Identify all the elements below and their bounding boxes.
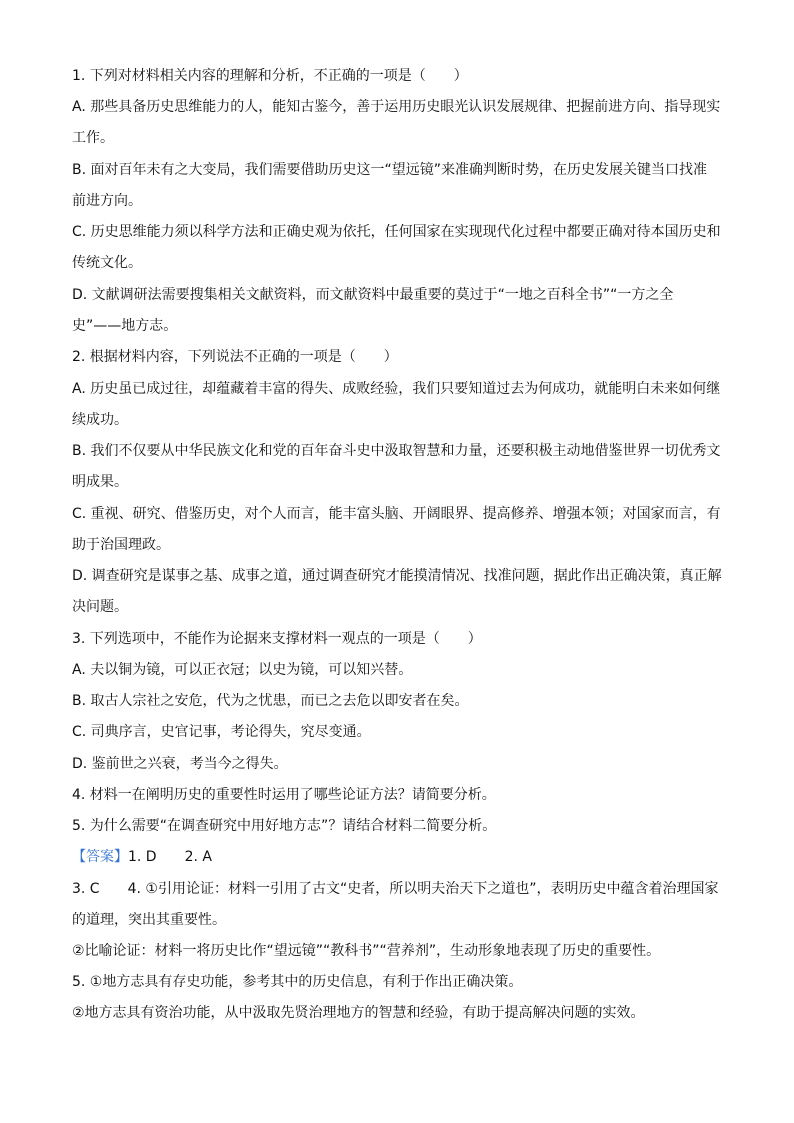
question-3-option-b: B. 取古人宗社之安危，代为之忧患，而已之去危以即安者在矣。 xyxy=(72,693,469,709)
answer-1-2: 1. D 2. A xyxy=(128,849,212,865)
answer-line: 3. C 4. ①引用论证：材料一引用了古文“史者，所以明夫治天下之道也”，表明历史中蕴含着治理国家 xyxy=(72,881,719,897)
question-1-option-c: C. 历史思维能力须以科学方法和正确史观为依托，任何国家在实现现代化过程中都要正确对待本国历史和 xyxy=(72,224,721,240)
answer-line: ②比喻论证：材料一将历史比作“望远镜”“教科书”“营养剂”，生动形象地表现了历史的重要性。 xyxy=(72,943,661,959)
question-1-option-a: A. 那些具备历史思维能力的人，能知古鉴今，善于运用历史眼光认识发展规律、把握前进方向、指导现实 xyxy=(72,99,721,115)
answer-header xyxy=(72,847,722,867)
question-1-option-d: D. 文献调研法需要搜集相关文献资料，而文献资料中最重要的莫过于“一地之百科全书”“一方之全 xyxy=(72,287,674,303)
question-3-option-d: D. 鉴前世之兴衰，考当今之得失。 xyxy=(72,756,288,772)
question-4: 4. 材料一在阐明历史的重要性时运用了哪些论证方法？请简要分析。 xyxy=(72,787,496,803)
answer-line: 5. ①地方志具有存史功能，参考其中的历史信息，有利于作出正确决策。 xyxy=(72,974,523,990)
question-1-option-c-cont: 传统文化。 xyxy=(72,255,142,271)
answer-line: 的道理，突出其重要性。 xyxy=(72,912,226,928)
question-3-option-c: C. 司典序言，史官记事，考论得失，究尽变通。 xyxy=(72,724,371,740)
question-2-option-a-cont: 续成功。 xyxy=(72,412,128,428)
question-2-option-b: B. 我们不仅要从中华民族文化和党的百年奋斗史中汲取智慧和力量，还要积极主动地借鉴世界一切优秀文 xyxy=(72,443,721,459)
question-3-option-a: A. 夫以铜为镜，可以正衣冠；以史为镜，可以知兴替。 xyxy=(72,662,413,678)
question-1-option-b: B. 面对百年未有之大变局，我们需要借助历史这一“望远镜”来准确判断时势，在历史发展关键当口找准 xyxy=(72,162,708,178)
question-1-option-b-cont: 前进方向。 xyxy=(72,193,142,209)
question-1-stem: 1. 下列对材料相关内容的理解和分析，不正确的一项是（ ） xyxy=(72,68,468,84)
answer-line: ②地方志具有资治功能，从中汲取先贤治理地方的智慧和经验，有助于提高解决问题的实效。 xyxy=(72,1005,645,1021)
question-2-option-b-cont: 明成果。 xyxy=(72,474,128,490)
question-2-option-c: C. 重视、研究、借鉴历史，对个人而言，能丰富头脑、开阔眼界、提高修养、增强本领；对国家而言，有 xyxy=(72,506,721,522)
question-1-option-a-cont: 工作。 xyxy=(72,130,114,146)
question-5: 5. 为什么需要“在调查研究中用好地方志”？请结合材料二简要分析。 xyxy=(72,818,497,834)
question-3-stem: 3. 下列选项中，不能作为论据来支撑材料一观点的一项是（ ） xyxy=(72,631,482,647)
question-2-stem: 2. 根据材料内容，下列说法不正确的一项是（ ） xyxy=(72,349,398,365)
question-2-option-c-cont: 助于治国理政。 xyxy=(72,537,170,553)
question-1-option-d-cont: 史”——地方志。 xyxy=(72,318,178,334)
question-2-option-a: A. 历史虽已成过往，却蕴藏着丰富的得失、成败经验，我们只要知道过去为何成功，就能明白未来如何继 xyxy=(72,381,721,397)
answer-tag: 【答案】 xyxy=(72,849,128,865)
question-2-option-d-cont: 决问题。 xyxy=(72,599,128,615)
question-2-option-d: D. 调查研究是谋事之基、成事之道，通过调查研究才能摸清情况、找准问题，据此作出正确决策，真正解 xyxy=(72,568,722,584)
